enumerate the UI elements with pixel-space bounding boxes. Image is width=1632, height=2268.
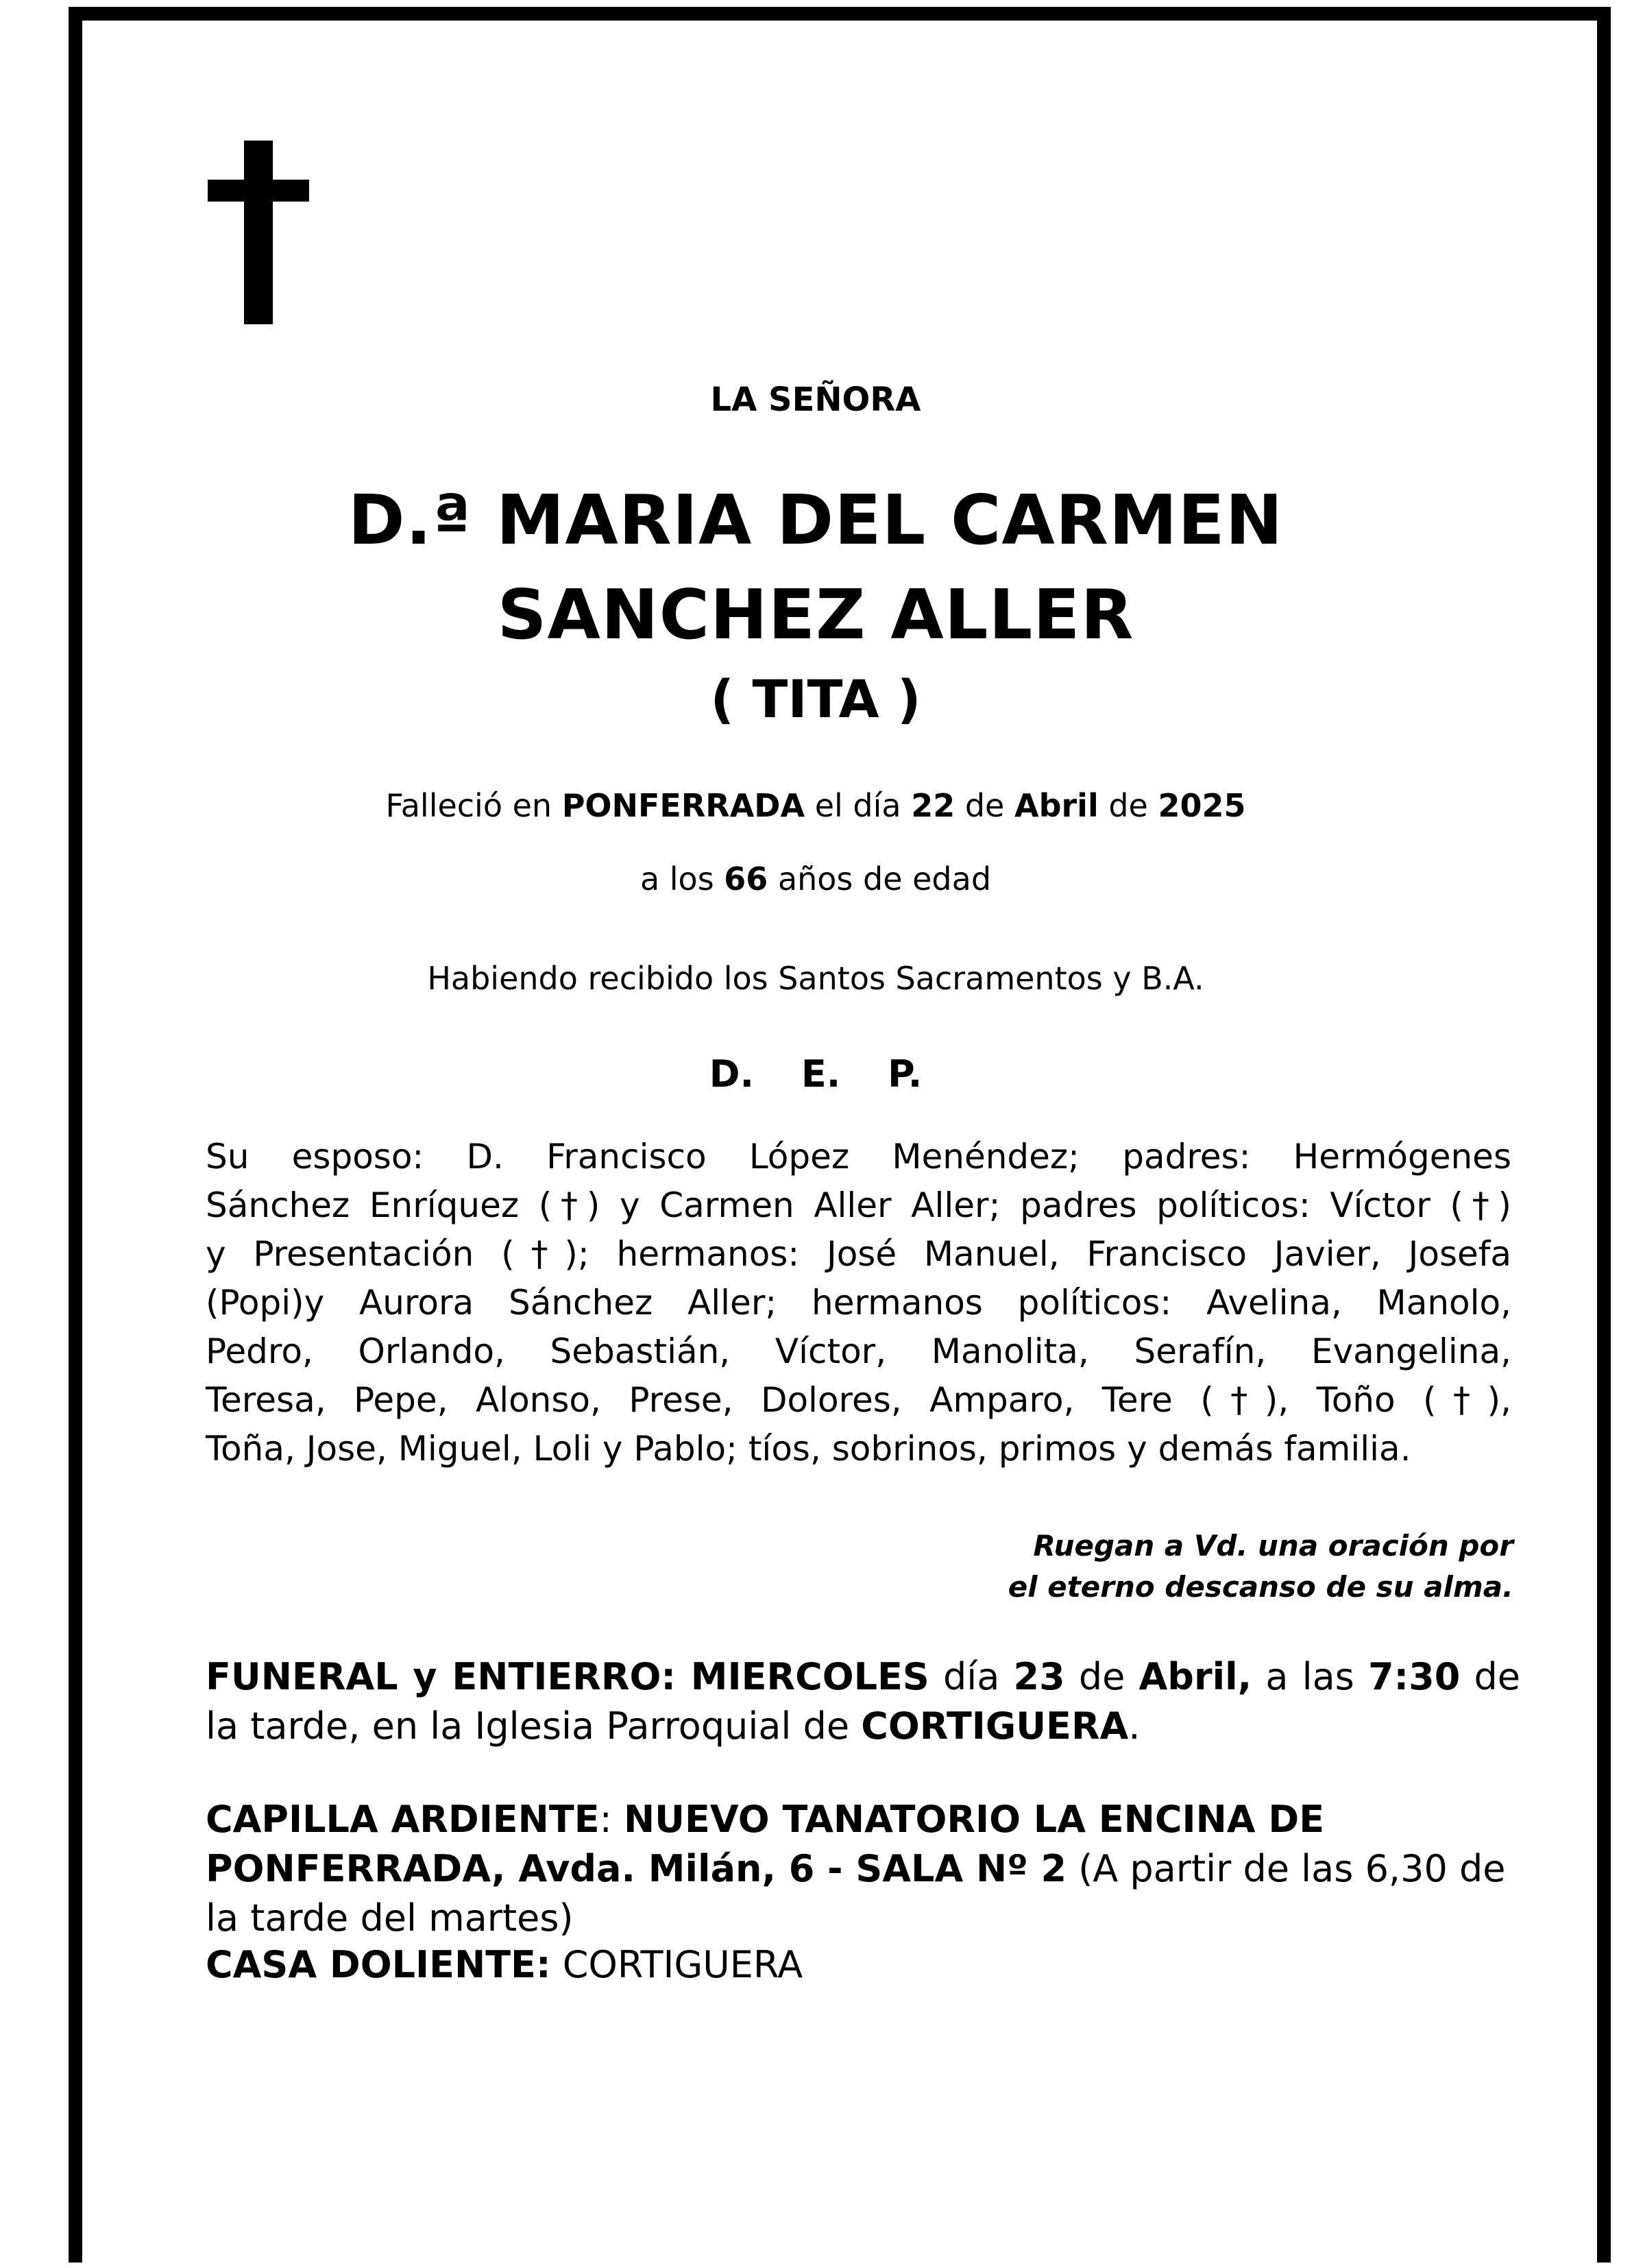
chapel-place: NUEVO TANATORIO LA ENCINA DE PONFERRADA, Avda. Milán, 6 - SALA Nº 2 xyxy=(206,1798,1325,1890)
prayer-line-2: el eterno descanso de su alma. xyxy=(1008,1570,1513,1604)
funeral-month: Abril, xyxy=(1138,1655,1252,1698)
funeral-t1: día xyxy=(942,1655,1000,1698)
cross-icon xyxy=(208,141,309,324)
deceased-alias: ( TITA ) xyxy=(710,668,921,729)
death-day: 22 xyxy=(911,787,955,824)
funeral-label: FUNERAL y ENTIERRO: MIERCOLES xyxy=(206,1655,929,1698)
deceased-name xyxy=(206,473,1426,662)
funeral-t3: a las xyxy=(1265,1655,1354,1698)
family-line: Toña, Jose, Miguel, Loli y Pablo; tíos, sobrinos, primos y demás familia. xyxy=(206,1429,1411,1469)
death-mid2: de xyxy=(964,787,1005,824)
house-value: CORTIGUERA xyxy=(562,1943,803,1986)
funeral-time: 7:30 xyxy=(1367,1655,1461,1698)
chapel-colon: : xyxy=(599,1798,612,1841)
funeral-t4: de la tarde, en la Iglesia Parroquial de xyxy=(206,1655,1520,1748)
dep-text: D. E. P. xyxy=(709,1052,923,1096)
chapel-info xyxy=(206,1795,1520,1943)
name-line-2: SANCHEZ ALLER xyxy=(497,575,1134,655)
age-info xyxy=(206,860,1426,897)
family-line: Su esposo: D. Francisco López Menéndez; padres: Hermógenes xyxy=(206,1137,1511,1177)
name-line-1: D.ª MARIA DEL CARMEN xyxy=(348,480,1284,560)
funeral-place: CORTIGUERA xyxy=(861,1704,1129,1748)
funeral-day: 23 xyxy=(1013,1655,1065,1698)
family-line: (Popi)y Aurora Sánchez Aller; hermanos políticos: Avelina, Manolo, xyxy=(206,1283,1511,1323)
death-prefix: Falleció en xyxy=(385,787,552,824)
chapel-label: CAPILLA ARDIENTE xyxy=(206,1798,600,1841)
death-mid1: el día xyxy=(814,787,901,824)
age-value: 66 xyxy=(724,860,768,897)
house-label: CASA DOLIENTE: xyxy=(206,1943,551,1986)
death-mid3: de xyxy=(1108,787,1148,824)
death-place: PONFERRADA xyxy=(561,787,805,824)
funeral-info xyxy=(206,1652,1520,1751)
age-prefix: a los xyxy=(640,860,714,897)
age-suffix: años de edad xyxy=(777,860,992,897)
cross-vertical xyxy=(244,141,273,324)
sacraments-text: Habiendo recibido los Santos Sacramentos y B.A. xyxy=(427,960,1204,997)
family-line: y Presentación (†); hermanos: José Manuel, Francisco Javier, Josefa xyxy=(206,1234,1511,1274)
family-line: Pedro, Orlando, Sebastián, Víctor, Manolita, Serafín, Evangelina, xyxy=(206,1331,1511,1371)
death-month: Abril xyxy=(1014,787,1099,824)
death-year: 2025 xyxy=(1158,787,1246,824)
cross-horizontal xyxy=(208,180,309,202)
family-line: Teresa, Pepe, Alonso, Prese, Dolores, Amparo, Tere (†), Toño (†), xyxy=(206,1380,1511,1420)
prayer-request xyxy=(891,1525,1513,1608)
family-paragraph xyxy=(206,1133,1511,1473)
title-la-senora: LA SEÑORA xyxy=(710,381,921,419)
death-info xyxy=(206,787,1426,824)
prayer-line-1: Ruegan a Vd. una oración por xyxy=(1033,1529,1513,1563)
family-line: Sánchez Enríquez (†) y Carmen Aller Aller; padres políticos: Víctor (†) xyxy=(206,1185,1511,1225)
funeral-t2: de xyxy=(1078,1655,1125,1698)
funeral-end: . xyxy=(1128,1704,1141,1748)
chapel-note: (A partir de las 6,30 de la tarde del martes) xyxy=(206,1847,1506,1940)
house-info xyxy=(206,1940,1520,1990)
